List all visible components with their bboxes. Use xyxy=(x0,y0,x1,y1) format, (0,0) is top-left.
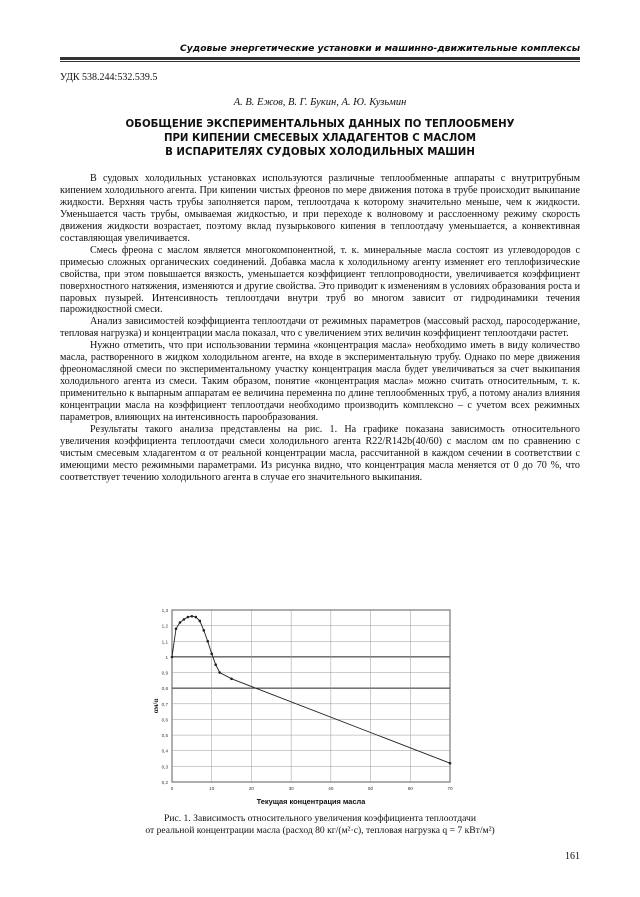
x-tick-label: 10 xyxy=(209,786,215,791)
data-point xyxy=(202,629,205,632)
paragraph: В судовых холодильных установках используются различные теплообменные аппараты с внутритрубным кипением холодильного агента. При кипении чистых фреонов по мере движения потока в трубе происходит выкипание жидкости. Верхняя часть трубы заполняется паром, теплоотдача к которому значительно меньше, чем к жидкости. Уменьшается часть трубы, омываемая жидкостью, и при переходе к волновому и расслоенному режиму скорость движения жидкости возрастает, поэтому вклад пузырькового кипения в теплоотдачу уменьшается, а конвективная составляющая увеличивается. xyxy=(60,173,580,244)
data-point xyxy=(218,671,221,674)
x-tick-label: 0 xyxy=(170,786,174,791)
x-tick-label: 20 xyxy=(248,786,254,791)
data-point xyxy=(187,616,190,619)
figure-1-chart xyxy=(148,604,468,809)
page-number: 161 xyxy=(565,851,580,862)
paragraph: Нужно отметить, что при использовании термина «концентрация масла» необходимо иметь в виду количество масла, растворенного в жидком холодильном агенте, на входе в экспериментальную трубу. Однако по мере движения фреономасляной смеси по экспериментальному участку концентрация масла будет увеличиваться за счет выкипания холодильного агента из смеси. Таким образом, понятие «концентрация масла» можно считать относительным, т. к. применительно к выпарным аппаратам ее величина переменна по длине теплообменных труб, а потому анализ влияния концентрации масла на коэффициент теплоотдачи необходимо производить комплексно – с учетом всех режимных параметров, влияющих на интенсивность парообразования. xyxy=(60,340,580,424)
y-tick-label: 0,9 xyxy=(161,670,168,676)
data-point xyxy=(230,678,233,681)
series-line xyxy=(172,616,450,763)
y-tick-label: 1,3 xyxy=(161,608,168,613)
y-tick-label: 0,7 xyxy=(161,701,168,707)
data-point xyxy=(195,616,198,619)
y-tick-label: 0,3 xyxy=(161,764,168,770)
y-tick-label: 0,6 xyxy=(161,717,168,723)
caption-line: Рис. 1. Зависимость относительного увеличения коэффициента теплоотдачи xyxy=(164,813,476,824)
data-point xyxy=(449,762,452,765)
header-rule-thin xyxy=(60,61,580,62)
authors: А. В. Ежов, В. Г. Букин, А. Ю. Кузьмин xyxy=(233,97,407,108)
x-tick-label: 30 xyxy=(288,786,294,791)
x-tick-label: 70 xyxy=(447,786,453,791)
x-axis-label: Текущая концентрация масла xyxy=(256,797,366,806)
y-tick-label: 0,2 xyxy=(161,780,168,785)
paragraph: Результаты такого анализа представлены на рис. 1. На графике показана зависимость относительного увеличения коэффициента теплоотдачи смеси холодильного агента R22/R142b(40/60) с маслом αм по сравнению с чистым смесевым хладагентом α от реальной концентрации масла, рассчитанной в каждом сечении в соответствии с имеющими место режимными параметрами. Из рисунка видно, что концентрация масла меняется от 0 до 70 %, что соответствует течению холодильного агента в случае его значительного выкипания. xyxy=(60,424,580,483)
data-point xyxy=(179,621,182,624)
title-line: В ИСПАРИТЕЛЯХ СУДОВЫХ ХОЛОДИЛЬНЫХ МАШИН xyxy=(165,147,475,158)
y-axis-label: αм/α xyxy=(152,698,160,714)
figure-caption xyxy=(70,813,570,837)
article-body xyxy=(60,173,580,484)
data-point xyxy=(206,640,209,643)
y-tick-label: 0,8 xyxy=(161,686,168,692)
x-tick-label: 60 xyxy=(407,786,413,791)
y-tick-label: 1 xyxy=(165,654,168,660)
y-tick-label: 1,2 xyxy=(161,623,168,629)
title-line: ОБОБЩЕНИЕ ЭКСПЕРИМЕНТАЛЬНЫХ ДАННЫХ ПО ТЕПЛООБМЕНУ xyxy=(125,119,515,130)
y-tick-label: 0,4 xyxy=(161,748,168,754)
y-tick-label: 1,1 xyxy=(161,639,168,645)
paragraph: Смесь фреона с маслом является многокомпонентной, т. к. минеральные масла состоят из углеводородов с примесью сложных органических соединений. Добавка масла к холодильному агенту изменяет его теплофизические свойства, при этом повышается вязкость, уменьшается коэффициент теплопроводности, увеличивается коэффициент поверхностного натяжения, изменяются и другие свойства. Это приводит к изменениям в условиях образования роста и паровых пузырей. Интенсивность теплоотдачи внутри труб во многом зависит от гидродинамики течения парожидкостной смеси. xyxy=(60,244,580,316)
data-point xyxy=(214,663,217,666)
article-title xyxy=(80,118,560,160)
plot-frame xyxy=(172,610,450,782)
y-tick-label: 0,5 xyxy=(161,733,168,739)
data-point xyxy=(175,627,178,630)
data-point xyxy=(210,652,213,655)
data-point xyxy=(171,656,174,659)
x-tick-label: 40 xyxy=(328,786,334,791)
data-point xyxy=(191,615,194,618)
udc-code: УДК 538.244:532.539.5 xyxy=(60,72,158,83)
running-header: Судовые энергетические установки и машинно-движительные комплексы xyxy=(180,43,580,54)
x-tick-label: 50 xyxy=(368,786,374,791)
title-line: ПРИ КИПЕНИИ СМЕСЕВЫХ ХЛАДАГЕНТОВ С МАСЛОМ xyxy=(163,133,477,144)
header-rule-thick xyxy=(60,57,580,60)
chart-svg xyxy=(148,604,468,809)
data-point xyxy=(183,618,186,621)
paragraph: Анализ зависимостей коэффициента теплоотдачи от режимных параметров (массовый расход, паросодержание, тепловая нагрузка) и концентрации масла показал, что с увеличением этих величин коэффициент теплоотдачи растет. xyxy=(60,316,580,340)
data-point xyxy=(199,620,202,623)
caption-line: от реальной концентрации масла (расход 80 кг/(м²·с), тепловая нагрузка q = 7 кВт/м²) xyxy=(145,825,495,836)
